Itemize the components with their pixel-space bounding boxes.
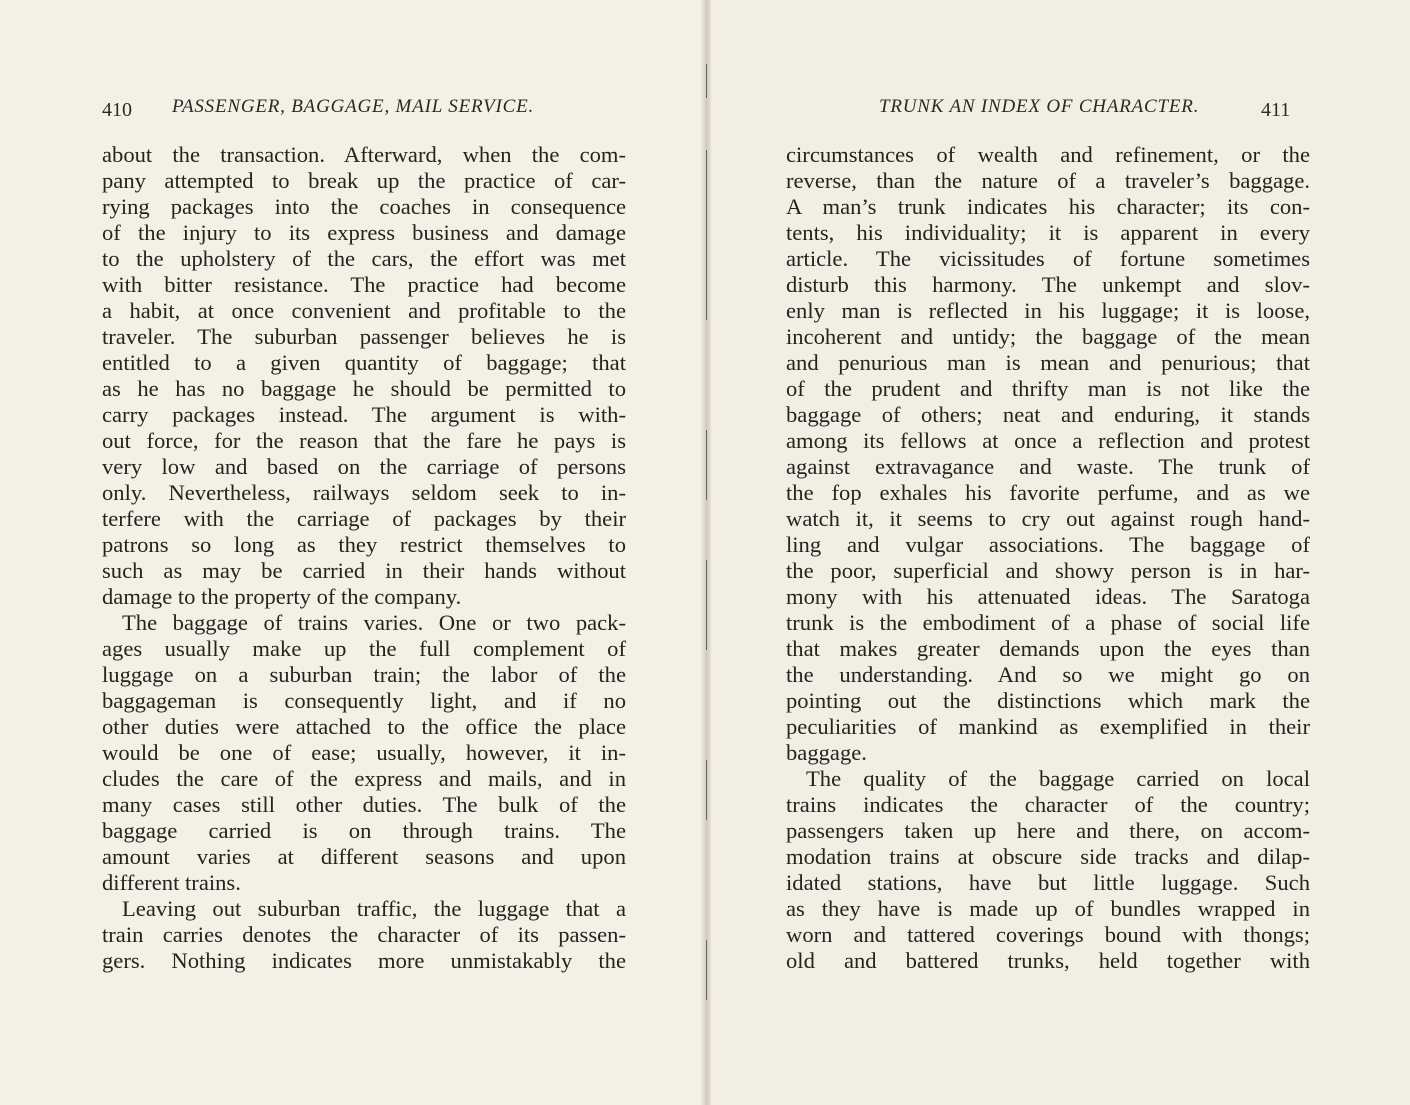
right-page [705, 0, 1410, 1105]
text-line: patrons so long as they restrict themselves to [102, 532, 626, 557]
text-line: many cases still other duties. The bulk of the [102, 792, 626, 817]
text-line: a habit, at once convenient and profitable to the [102, 298, 626, 323]
gutter-shadow-line [706, 150, 707, 320]
text-line: trunk is the embodiment of a phase of social life [786, 610, 1310, 635]
text-line: carry packages instead. The argument is with- [102, 402, 626, 427]
text-line: ling and vulgar associations. The baggage of [786, 532, 1310, 557]
text-line: passengers taken up here and there, on accom- [786, 818, 1310, 843]
text-line: baggage of others; neat and enduring, it stands [786, 402, 1310, 427]
text-line: against extravagance and waste. The trunk of [786, 454, 1310, 479]
text-line: pany attempted to break up the practice of car- [102, 168, 626, 193]
text-line: of the injury to its express business and damage [102, 220, 626, 245]
text-line: baggage carried is on through trains. The [102, 818, 626, 843]
gutter-shadow-line [706, 64, 707, 98]
text-line: the fop exhales his favorite perfume, and as we [786, 480, 1310, 505]
text-line: as he has no baggage he should be permitted to [102, 376, 626, 401]
text-line: and penurious man is mean and penurious; that [786, 350, 1310, 375]
text-line: incoherent and untidy; the baggage of the mean [786, 324, 1310, 349]
text-line: about the transaction. Afterward, when the com- [102, 142, 626, 167]
right-running-head: TRUNK AN INDEX OF CHARACTER. [879, 96, 1200, 117]
text-line: reverse, than the nature of a traveler’s baggage. [786, 168, 1310, 193]
gutter-shadow-line [706, 430, 707, 500]
text-line: luggage on a suburban train; the labor of the [102, 662, 626, 687]
text-line: pointing out the distinctions which mark the [786, 688, 1310, 713]
text-line: modation trains at obscure side tracks and dilap- [786, 844, 1310, 869]
text-line: only. Nevertheless, railways seldom seek to in- [102, 480, 626, 505]
text-line: that makes greater demands upon the eyes than [786, 636, 1310, 661]
right-page-body [786, 142, 1310, 974]
text-line: gers. Nothing indicates more unmistakably the [102, 948, 626, 973]
left-page-number: 410 [102, 99, 132, 121]
text-line: article. The vicissitudes of fortune sometimes [786, 246, 1310, 271]
text-line: tents, his individuality; it is apparent in every [786, 220, 1310, 245]
text-line: damage to the property of the company. [102, 584, 462, 609]
text-line: cludes the care of the express and mails, and in [102, 766, 626, 791]
text-line: trains indicates the character of the country; [786, 792, 1310, 817]
text-line: rying packages into the coaches in consequence [102, 194, 626, 219]
text-line: circumstances of wealth and refinement, or the [786, 142, 1310, 167]
text-line: peculiarities of mankind as exemplified in their [786, 714, 1310, 739]
text-line: would be one of ease; usually, however, it in- [102, 740, 626, 765]
left-running-head: PASSENGER, BAGGAGE, MAIL SERVICE. [172, 96, 535, 117]
text-line: The quality of the baggage carried on local [806, 766, 1310, 791]
text-line: to the upholstery of the cars, the effort was met [102, 246, 626, 271]
text-line: idated stations, have but little luggage. Such [786, 870, 1310, 895]
text-line: of the prudent and thrifty man is not like the [786, 376, 1310, 401]
right-page-number: 411 [1261, 99, 1291, 121]
text-line: with bitter resistance. The practice had become [102, 272, 626, 297]
gutter-shadow-line [706, 560, 707, 650]
text-line: train carries denotes the character of its passen- [102, 922, 626, 947]
text-line: mony with his attenuated ideas. The Saratoga [786, 584, 1310, 609]
text-line: baggage. [786, 740, 867, 765]
text-line: baggageman is consequently light, and if no [102, 688, 626, 713]
left-page-body [102, 142, 626, 974]
text-line: terfere with the carriage of packages by their [102, 506, 626, 531]
text-line: watch it, it seems to cry out against rough hand- [786, 506, 1310, 531]
text-line: amount varies at different seasons and upon [102, 844, 626, 869]
text-line: as they have is made up of bundles wrapped in [786, 896, 1310, 921]
text-line: traveler. The suburban passenger believes he is [102, 324, 626, 349]
gutter-shadow-line [706, 940, 707, 1000]
text-line: old and battered trunks, held together with [786, 948, 1310, 973]
text-line: other duties were attached to the office the place [102, 714, 626, 739]
text-line: Leaving out suburban traffic, the luggage that a [122, 896, 626, 921]
text-line: disturb this harmony. The unkempt and slov- [786, 272, 1310, 297]
text-line: A man’s trunk indicates his character; its con- [786, 194, 1310, 219]
text-line: different trains. [102, 870, 241, 895]
text-line: enly man is reflected in his luggage; it is loose, [786, 298, 1310, 323]
text-line: the understanding. And so we might go on [786, 662, 1310, 687]
text-line: out force, for the reason that the fare he pays is [102, 428, 626, 453]
text-line: such as may be carried in their hands without [102, 558, 626, 583]
text-line: very low and based on the carriage of persons [102, 454, 626, 479]
text-line: among its fellows at once a reflection and protest [786, 428, 1310, 453]
text-line: entitled to a given quantity of baggage; that [102, 350, 626, 375]
text-line: ages usually make up the full complement of [102, 636, 626, 661]
text-line: The baggage of trains varies. One or two pack- [122, 610, 626, 635]
text-line: worn and tattered coverings bound with thongs; [786, 922, 1310, 947]
text-line: the poor, superficial and showy person is in har- [786, 558, 1310, 583]
gutter-shadow-line [706, 760, 707, 820]
